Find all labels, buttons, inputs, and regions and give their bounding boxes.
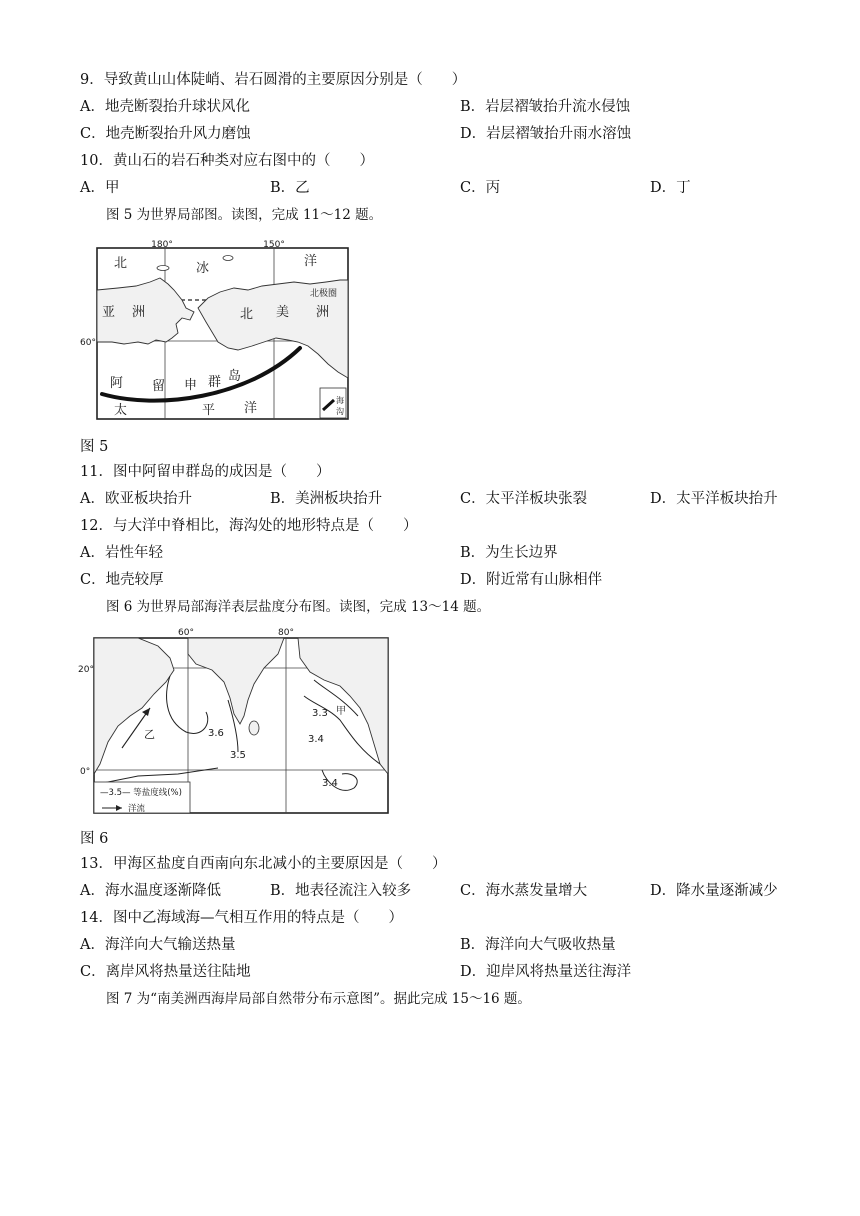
q9-option-b: B．岩层褶皱抬升流水侵蚀 [460,99,631,115]
q10-option-d: D．丁 [650,180,691,196]
fig6-iso-33: 3.3 [312,708,328,719]
fig5-qun: 群 [208,375,222,390]
q14-option-c: C．离岸风将热量送往陆地 [80,964,251,980]
fig5-bei: 北 [114,256,128,271]
q11-stem: 11．图中阿留申群岛的成因是（ ） [80,464,331,480]
q14-option-a: A．海洋向大气输送热量 [80,937,236,953]
q12-option-c: C．地壳较厚 [80,572,164,588]
fig5-na-zhou: 洲 [316,305,330,320]
figure-6-map [78,624,394,818]
fig6-lon-80: 80° [278,628,294,638]
fig5-lat-60: 60° [80,338,96,348]
q12-stem: 12．与大洋中脊相比，海沟处的地形特点是（ ） [80,518,418,534]
fig6-legend-current: 洋流 [128,804,146,814]
fig5-bing: 冰 [196,261,210,276]
intro-11-12: 图 5 为世界局部图。读图，完成 11～12 题。 [106,207,383,223]
fig5-arctic-circle: 北极圈 [310,289,338,299]
q10-option-b: B．乙 [270,180,310,196]
fig5-shen: 申 [184,378,198,393]
fig6-lat-20: 20° [78,665,94,675]
q11-option-a: A．欧亚板块抬升 [80,491,192,507]
q13-option-d: D．降水量逐渐减少 [650,883,778,899]
q11-option-b: B．美洲板块抬升 [270,491,383,507]
fig5-zhou-left: 洲 [132,305,146,320]
q14-option-d: D．迎岸风将热量送往海洋 [460,964,632,980]
q9-option-d: D．岩层褶皱抬升雨水溶蚀 [460,126,632,142]
fig5-yang-top: 洋 [304,254,318,269]
fig6-iso-36: 3.6 [208,728,224,739]
fig5-lon-180: 180° [151,240,173,250]
q13-option-c: C．海水蒸发量增大 [460,883,588,899]
q13-option-b: B．地表径流注入较多 [270,883,412,899]
fig5-lon-150: 150° [263,240,285,250]
intro-15-16: 图 7 为“南美洲西海岸局部自然带分布示意图”。据此完成 15～16 题。 [106,991,531,1007]
q9-option-a: A．地壳断裂抬升球状风化 [80,99,250,115]
fig6-lat-0: 0° [80,767,91,777]
fig5-legend-gou: 沟 [336,407,344,416]
fig5-tai: 太 [114,403,128,418]
figure-6-caption: 图 6 [80,831,109,847]
q9-option-c: C．地壳断裂抬升风力磨蚀 [80,126,251,142]
q10-option-c: C．丙 [460,180,501,196]
fig5-a: 阿 [110,376,124,391]
fig6-iso-35: 3.5 [230,750,246,761]
fig5-na-mei: 美 [276,305,290,320]
q14-stem: 14．图中乙海域海—气相互作用的特点是（ ） [80,910,403,926]
q11-option-d: D．太平洋板块抬升 [650,491,778,507]
q12-option-d: D．附近常有山脉相伴 [460,572,603,588]
fig5-ping: 平 [202,403,216,418]
q9-stem: 9．导致黄山山体陡峭、岩石圆滑的主要原因分别是（ ） [80,72,467,88]
q10-option-a: A．甲 [80,180,120,196]
q11-option-c: C．太平洋板块张裂 [460,491,588,507]
fig5-ya: 亚 [102,305,116,320]
fig6-iso-34b: 3.4 [322,778,338,789]
fig5-liu: 留 [152,379,166,394]
q13-option-a: A．海水温度逐渐降低 [80,883,221,899]
q12-option-a: A．岩性年轻 [80,545,163,561]
q13-stem: 13．甲海区盐度自西南向东北减小的主要原因是（ ） [80,856,447,872]
fig6-legend-iso: —3.5— 等盐度线(%) [100,788,182,798]
figure-5-map [78,238,356,424]
fig6-lon-60: 60° [178,628,194,638]
q12-option-b: B．为生长边界 [460,545,558,561]
fig6-yi: 乙 [144,728,155,741]
fig6-jia: 甲 [336,706,346,717]
q14-option-b: B．海洋向大气吸收热量 [460,937,616,953]
fig5-legend-hai: 海 [336,396,344,405]
fig5-yang-bottom: 洋 [244,401,258,416]
q10-stem: 10．黄山石的岩石种类对应右图中的（ ） [80,153,374,169]
fig5-dao: 岛 [228,369,242,384]
fig6-iso-34a: 3.4 [308,734,324,745]
fig5-na-bei: 北 [240,307,254,322]
figure-5-caption: 图 5 [80,439,109,455]
intro-13-14: 图 6 为世界局部海洋表层盐度分布图。读图，完成 13～14 题。 [106,599,491,615]
